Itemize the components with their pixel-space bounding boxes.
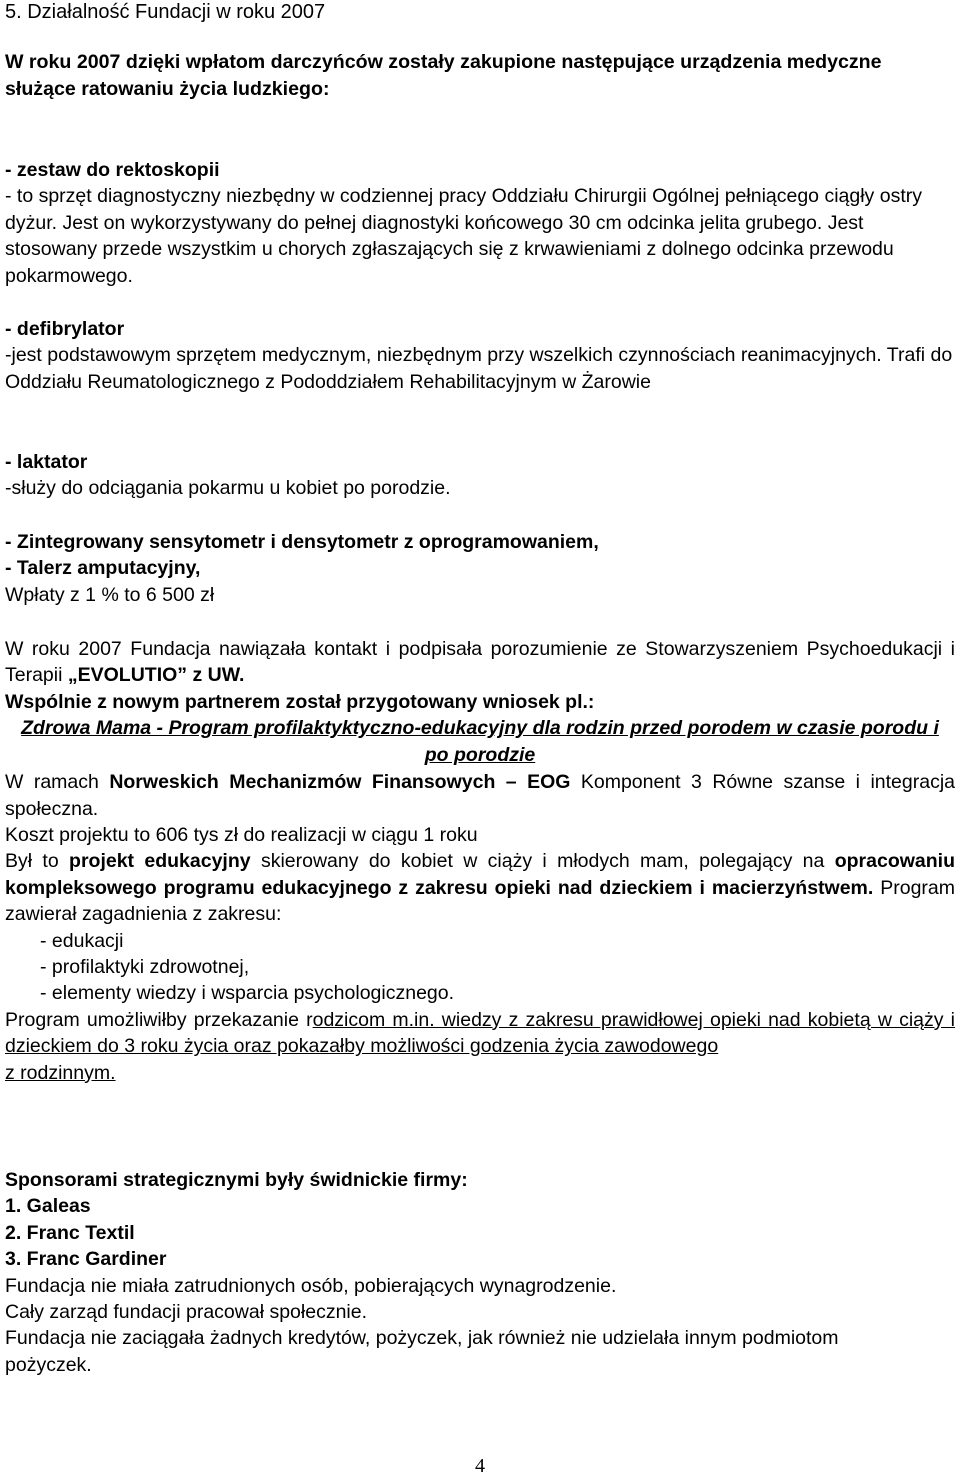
sponsorzy-block [5, 1167, 955, 1378]
sponsor-item: 1. Galeas [5, 1195, 91, 1218]
eog-paragraph: W ramach Norweskich Mechanizmów Finansowych – EOG Komponent 3 Równe szanse i integracja społeczna. [5, 771, 955, 820]
projekt-paragraph: Był to projekt edukacyjny skierowany do kobiet w ciąży i młodych mam, polegający na opracowaniu kompleksowego programu edukacyjnego z zakresu opieki nad dzieckiem i macierzyństwem. Program zawierał zagadnienia z zakresu: [5, 850, 955, 926]
sponsorzy-heading: Sponsorami strategicznymi były świdnickie firmy: [5, 1169, 468, 1191]
sponsor-item: 3. Franc Gardiner [5, 1248, 167, 1271]
evolutio-name: „EVOLUTIO” z UW. [67, 664, 245, 687]
sensytometr-item: - Zintegrowany sensytometr i densytometr z oprogramowaniem, [5, 531, 599, 553]
laktator-block [5, 449, 955, 502]
umozliwilby-end: z rodzinnym. [5, 1061, 116, 1084]
rektoskopia-block [5, 157, 955, 289]
umozliwilby-paragraph: Program umożliwiłby przekazanie rodzicom m.in. wiedzy z zakresu prawidłowej opieki nad kobietą w ciąży i dzieckiem do 3 roku życia oraz pokazałby możliwości godzenia życia zawodowego [5, 1008, 956, 1058]
defibrylator-heading: - defibrylator [5, 318, 125, 340]
talerz-item: - Talerz amputacyjny, [5, 557, 201, 580]
rektoskopia-text: - to sprzęt diagnostyczny niezbędny w codziennej pracy Oddziału Chirurgii Ogólnej pełniącego ciągły ostry dyżur. Jest on wykorzystywany do pełnej diagnostyki końcowego 30 cm odcinka jelita grubego. Jest stosowany przede wszystkim u chorych zgłaszających się z krwawieniami z dolnego odcinka przewodu pokarmowego. [5, 185, 922, 287]
final-statement: Cały zarząd fundacji pracował społecznie. [5, 1301, 368, 1324]
defibrylator-block [5, 316, 955, 395]
final-statement: Fundacja nie zaciągała żadnych kredytów, pożyczek, jak również nie udzielała innym podmiotom pożyczek. [5, 1327, 839, 1376]
defibrylator-text: -jest podstawowym sprzętem medycznym, niezbędnym przy wszelkich czynnościach reanimacyjnych. Trafi do Oddziału Reumatologicznego z Pododdziałem Rehabilitacyjnym w Żarowie [5, 344, 953, 393]
zakres-item: - profilaktyki zdrowotnej, [40, 956, 250, 979]
section-title: 5. Działalność Fundacji w roku 2007 [5, 1, 326, 23]
laktator-text: -służy do odciągania pokarmu u kobiet po porodzie. [5, 477, 451, 500]
program-title: Zdrowa Mama - Program profilaktyktyczno-edukacyjny dla rodzin przed porodem w czasie porodu i po porodzie [21, 717, 939, 767]
zakres-item: - elementy wiedzy i wsparcia psychologicznego. [40, 982, 455, 1005]
sponsor-item: 2. Franc Textil [5, 1221, 135, 1244]
sprzet-block [5, 529, 955, 608]
evolutio-block [5, 636, 955, 1086]
koszt-text: Koszt projektu to 606 tys zł do realizacji w ciągu 1 roku [5, 824, 478, 847]
evolutio-paragraph: W roku 2007 Fundacja nawiązała kontakt i podpisała porozumienie ze Stowarzyszeniem Psychoedukacji i Terapii „EVOLUTIO” z UW. [5, 638, 955, 687]
wplaty-text: Wpłaty z 1 % to 6 500 zł [5, 583, 215, 606]
page-number: 4 [475, 1455, 485, 1477]
final-statement: Fundacja nie miała zatrudnionych osób, pobierających wynagrodzenie. [5, 1274, 617, 1297]
rektoskopia-heading: - zestaw do rektoskopii [5, 159, 220, 181]
zakres-item: - edukacji [40, 929, 124, 952]
wniosek-text: Wspólnie z nowym partnerem został przygotowany wniosek pl.: [5, 690, 595, 713]
intro-paragraph: W roku 2007 dzięki wpłatom darczyńców zostały zakupione następujące urządzenia medyczne służące ratowaniu życia ludzkiego: [5, 51, 882, 100]
laktator-heading: - laktator [5, 451, 88, 473]
